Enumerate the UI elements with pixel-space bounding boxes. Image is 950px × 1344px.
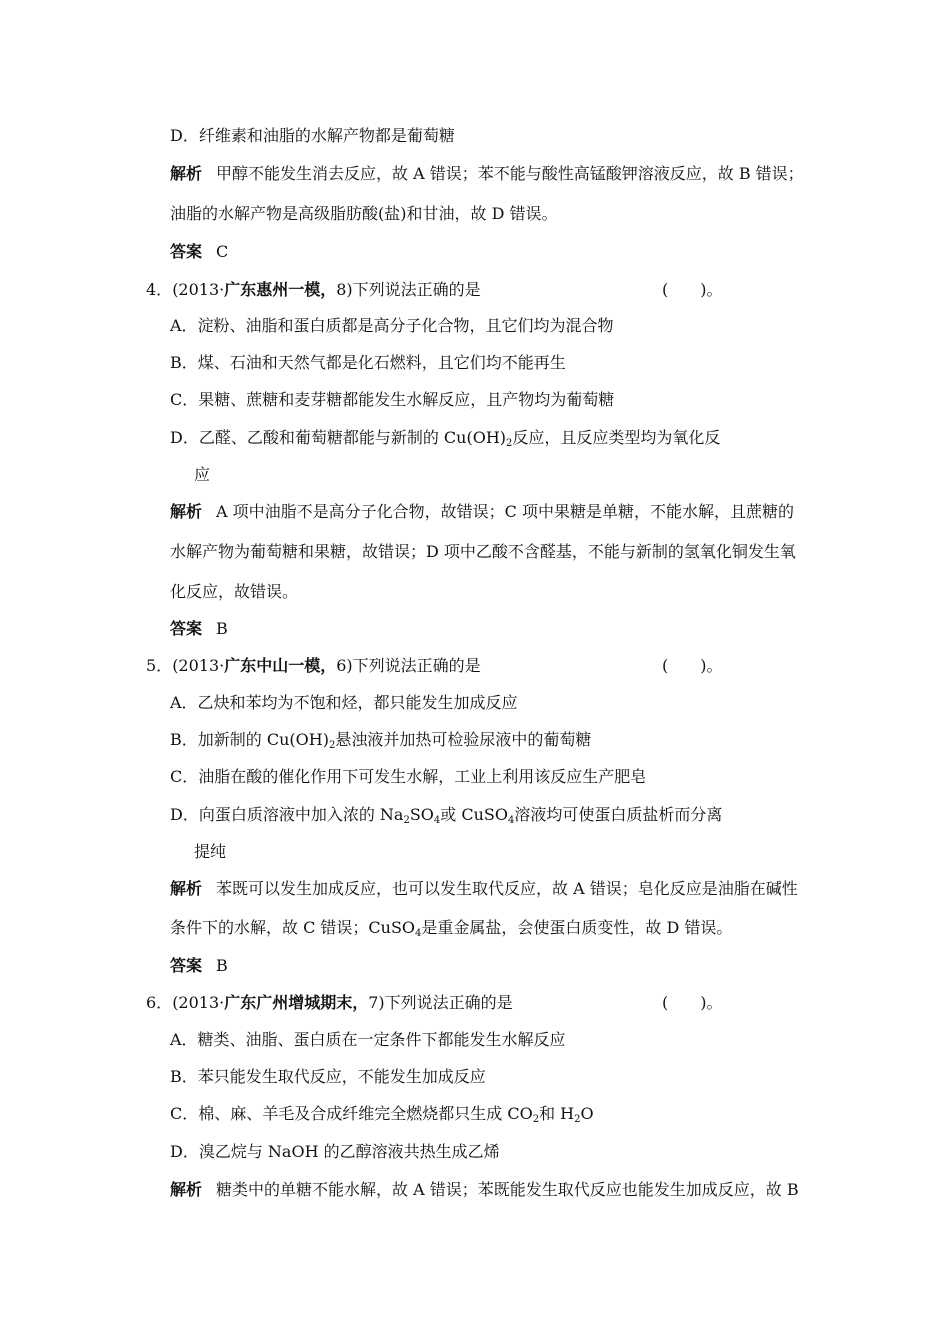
question-6-option-a: A．糖类、油脂、蛋白质在一定条件下都能发生水解反应 [170,1030,566,1049]
answer-label: 答案 [170,956,203,975]
question-4-option-b: B．煤、石油和天然气都是化石燃料，且它们均不能再生 [170,353,566,372]
question-4-answer-blank: ( )。 [662,280,723,299]
prev-option-d: D．纤维素和油脂的水解产物都是葡萄糖 [170,126,455,145]
question-4-analysis-line-2: 水解产物为葡萄糖和果糖，故错误；D 项中乙酸不含醛基，不能与新制的氢氧化铜发生氧 [170,542,796,561]
question-6-option-b: B．苯只能发生取代反应，不能发生加成反应 [170,1067,486,1086]
question-4-option-c: C．果糖、蔗糖和麦芽糖都能发生水解反应，且产物均为葡萄糖 [170,390,615,409]
question-6-stem: 6．(2013·广东广州增城期末，7)下列说法正确的是 [146,993,513,1012]
prev-analysis-line-1: 解析 甲醇不能发生消去反应，故 A 错误；苯不能与酸性高锰酸钾溶液反应，故 B 错误； [170,164,804,183]
question-5-option-b: B．加新制的 $Cu(OH)_2$悬浊液并加热可检验尿液中的葡萄糖 [170,730,592,751]
prev-answer: 答案 C [170,242,229,261]
question-5-option-d-continued: 提纯 [194,842,227,861]
question-4-analysis-line-1: 解析 A 项中油脂不是高分子化合物，故错误；C 项中果糖是单糖，不能水解，且蔗糖的 [170,502,794,521]
question-5-analysis-line-2: 条件下的水解，故 C 错误；CuSO$_4$是重金属盐，会使蛋白质变性，故 D 错误。 [170,918,733,939]
question-4-answer: 答案 B [170,619,228,638]
question-5-option-a: A．乙炔和苯均为不饱和烃，都只能发生加成反应 [170,693,518,712]
question-6-analysis-line-1: 解析 糖类中的单糖不能水解，故 A 错误；苯既能发生取代反应也能发生加成反应，故 B [170,1180,799,1199]
question-5-answer: 答案 B [170,956,228,975]
question-4-option-d-continued: 应 [194,465,211,484]
answer-label: 答案 [170,242,203,261]
question-4-analysis-line-3: 化反应，故错误。 [170,582,299,601]
question-6-option-d: D．溴乙烷与 NaOH 的乙醇溶液共热生成乙烯 [170,1142,500,1161]
question-4-option-a: A．淀粉、油脂和蛋白质都是高分子化合物，且它们均为混合物 [170,316,614,335]
question-4-option-d: D．乙醛、乙酸和葡萄糖都能与新制的 $Cu(OH)_2$反应，且反应类型均为氧化反 [170,428,721,449]
analysis-label: 解析 [170,502,203,521]
question-5-option-c: C．油脂在酸的催化作用下可发生水解，工业上利用该反应生产肥皂 [170,767,647,786]
answer-label: 答案 [170,619,203,638]
question-5-option-d: D．向蛋白质溶液中加入浓的 $Na_2SO_4$或 CuSO$_4$溶液均可使蛋白质盐析而分离 [170,805,723,826]
question-4-stem: 4．(2013·广东惠州一模，8)下列说法正确的是 [146,280,481,299]
question-6-option-c: C．棉、麻、羊毛及合成纤维完全燃烧都只生成 $CO_2$和 $H_2O$ [170,1104,594,1125]
prev-analysis-line-2: 油脂的水解产物是高级脂肪酸(盐)和甘油，故 D 错误。 [170,204,558,223]
question-5-stem: 5．(2013·广东中山一模，6)下列说法正确的是 [146,656,481,675]
question-5-analysis-line-1: 解析 苯既可以发生加成反应，也可以发生取代反应，故 A 错误；皂化反应是油脂在碱性 [170,879,798,898]
analysis-label: 解析 [170,879,203,898]
analysis-label: 解析 [170,164,203,183]
question-5-answer-blank: ( )。 [662,656,723,675]
analysis-label: 解析 [170,1180,203,1199]
question-6-answer-blank: ( )。 [662,993,723,1012]
